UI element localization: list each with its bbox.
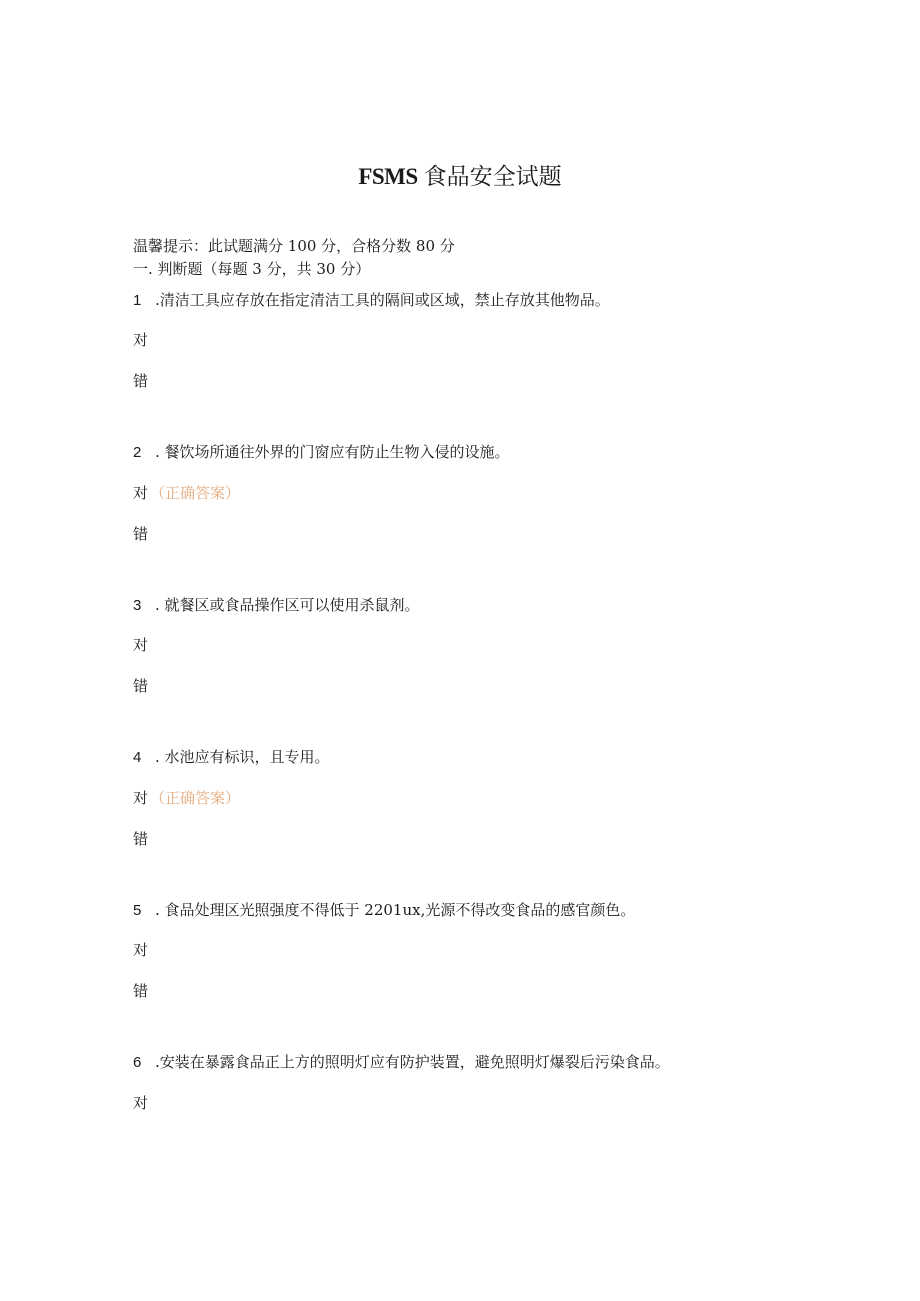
question-4-option-true[interactable] [133,787,240,809]
option-label: 错 [133,372,149,390]
question-number: 5 [133,902,142,919]
question-1-option-true[interactable] [133,329,148,351]
question-1 [133,289,610,312]
question-1-option-false[interactable] [133,370,148,392]
section-heading: 一. 判断题（每题 3 分，共 30 分） [133,260,371,278]
question-number: 1 [133,292,142,309]
option-label: 错 [133,830,149,848]
question-3 [133,594,420,617]
question-6 [133,1051,670,1074]
option-label: 对 [133,636,149,654]
question-number: 6 [133,1054,142,1071]
question-text: . 餐饮场所通往外界的门窗应有防止生物入侵的设施。 [155,443,510,461]
option-label: 对 [133,789,149,807]
correct-answer-mark: （正确答案） [150,484,241,502]
question-text: . 就餐区或食品操作区可以使用杀鼠剂。 [155,596,420,614]
option-label: 对 [133,941,149,959]
question-text: . 水池应有标识，且专用。 [155,748,330,766]
question-2 [133,441,510,464]
correct-answer-mark: （正确答案） [150,789,241,807]
question-5-option-true[interactable] [133,939,148,961]
question-3-option-false[interactable] [133,675,148,697]
question-5 [133,899,635,922]
page-title [0,160,920,194]
question-text: .清洁工具应存放在指定清洁工具的隔间或区域，禁止存放其他物品。 [155,291,610,309]
option-label: 对 [133,331,149,349]
question-4 [133,746,330,769]
question-number: 2 [133,444,142,461]
title-cjk: 食品安全试题 [423,164,562,190]
option-label: 对 [133,484,149,502]
question-2-option-false[interactable] [133,523,148,545]
option-label: 错 [133,677,149,695]
option-label: 错 [133,525,149,543]
question-number: 3 [133,597,142,614]
question-text: .安装在暴露食品正上方的照明灯应有防护装置，避免照明灯爆裂后污染食品。 [155,1053,670,1071]
question-6-option-true[interactable] [133,1092,148,1114]
option-label: 错 [133,982,149,1000]
question-4-option-false[interactable] [133,828,148,850]
score-notice: 温馨提示：此试题满分 100 分，合格分数 80 分 [133,237,455,255]
question-3-option-true[interactable] [133,634,148,656]
title-latin: FSMS [358,164,418,189]
question-2-option-true[interactable] [133,482,240,504]
option-label: 对 [133,1094,149,1112]
question-5-option-false[interactable] [133,980,148,1002]
question-text: . 食品处理区光照强度不得低于 2201ux,光源不得改变食品的感官颜色。 [155,901,636,919]
question-number: 4 [133,749,142,766]
